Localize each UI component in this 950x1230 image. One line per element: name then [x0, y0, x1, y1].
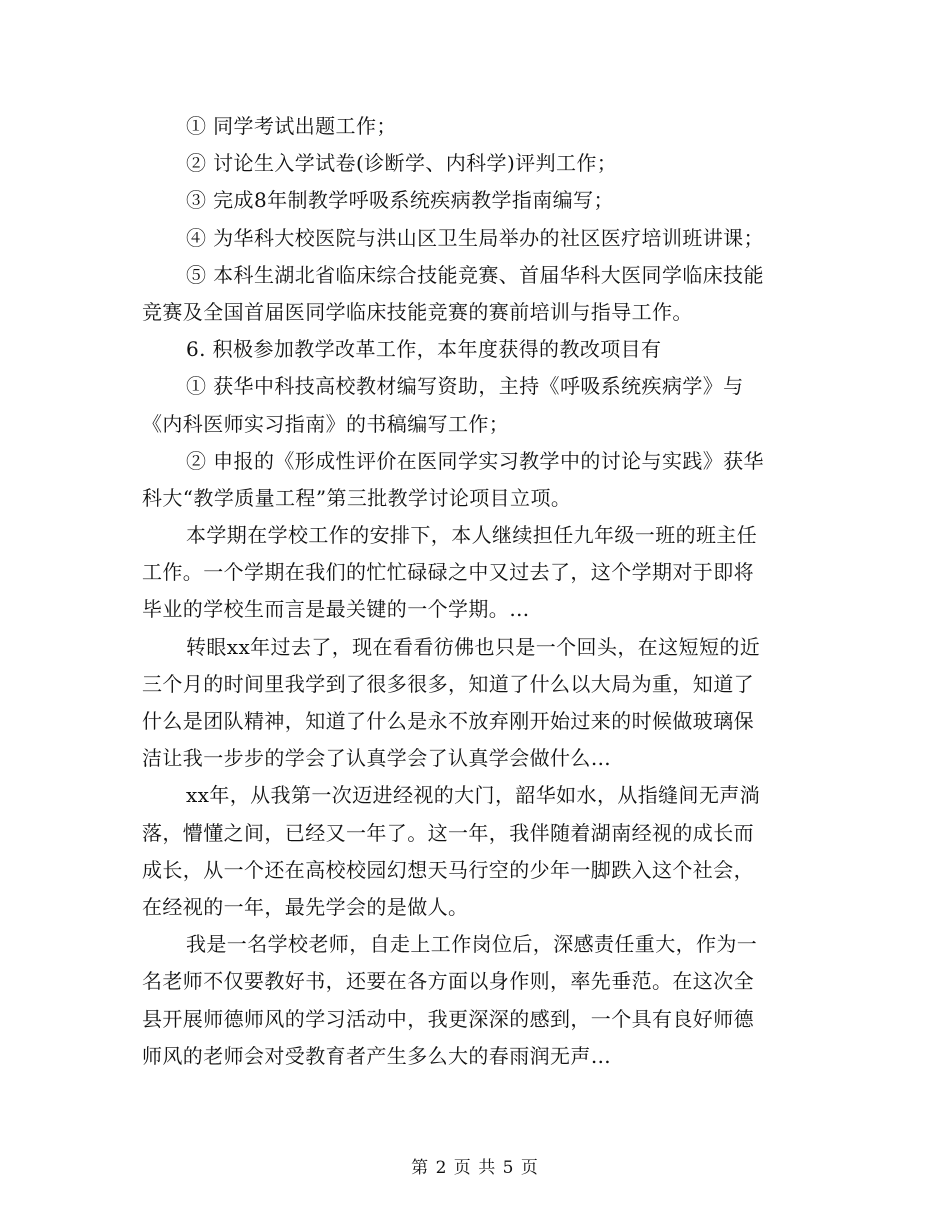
document-body — [142, 108, 812, 1075]
text-line: ② 申报的《形成性评价在医同学实习教学中的讨论与实践》获华 — [186, 448, 764, 473]
text-line: 工作。一个学期在我们的忙忙碌碌之中又过去了，这个学期对于即将 — [142, 560, 754, 585]
text-line: ⑤ 本科生湖北省临床综合技能竞赛、首届华科大医同学临床技能 — [186, 262, 764, 287]
text-line: 竞赛及全国首届医同学临床技能竞赛的赛前培训与指导工作。 — [142, 299, 693, 324]
text-line: 《内科医师实习指南》的书稿编写工作； — [142, 411, 510, 436]
text-line: 名老师不仅要教好书，还要在各方面以身作则，率先垂范。在这次全 — [142, 969, 754, 994]
text-line: 毕业的学校生而言是最关键的一个学期。… — [142, 597, 530, 622]
text-line: 洁让我一步步的学会了认真学会了认真学会做什么… — [142, 746, 612, 771]
text-line: 什么是团队精神，知道了什么是永不放弃刚开始过来的时候做玻璃保 — [142, 709, 754, 733]
text-line: ① 获华中科技高校教材编写资助，主持《呼吸系统疾病学》与 — [186, 374, 744, 399]
text-line: 落，懵懂之间，已经又一年了。这一年，我伴随着湖南经视的成长而 — [142, 820, 754, 845]
text-line: 转眼xx年过去了，现在看看彷佛也只是一个回头，在这短短的近 — [186, 634, 761, 659]
text-line: 我是一名学校老师，自走上工作岗位后，深感责任重大，作为一 — [186, 932, 758, 957]
text-line: 三个月的时间里我学到了很多很多，知道了什么以大局为重，知道了 — [142, 671, 754, 696]
text-line: 6. 积极参加教学改革工作，本年度获得的教改项目有 — [186, 337, 662, 362]
text-line: 在经视的一年，最先学会的是做人。 — [142, 894, 469, 919]
text-line: 师风的老师会对受教育者产生多么大的春雨润无声… — [142, 1043, 612, 1068]
text-line: 成长，从一个还在高校校园幻想天马行空的少年一脚跌入这个社会， — [142, 857, 754, 882]
text-line: 本学期在学校工作的安排下，本人继续担任九年级一班的班主任 — [186, 523, 758, 548]
text-line: xx年，从我第一次迈进经视的大门，韶华如水，从指缝间无声淌 — [186, 783, 761, 808]
text-line: 县开展师德师风的学习活动中，我更深深的感到，一个具有良好师德 — [142, 1006, 754, 1031]
text-line: ③ 完成8年制教学呼吸系统疾病教学指南编写； — [186, 188, 614, 213]
text-line: 科大“教学质量工程”第三批教学讨论项目立项。 — [142, 485, 572, 510]
text-line: ② 讨论生入学试卷(诊断学、内科学)评判工作； — [186, 151, 618, 176]
text-line: ④ 为华科大校医院与洪山区卫生局举办的社区医疗培训班讲课； — [186, 225, 764, 250]
text-line: ① 同学考试出题工作； — [186, 114, 397, 138]
page-number: 第 2 页 共 5 页 — [411, 1158, 539, 1178]
